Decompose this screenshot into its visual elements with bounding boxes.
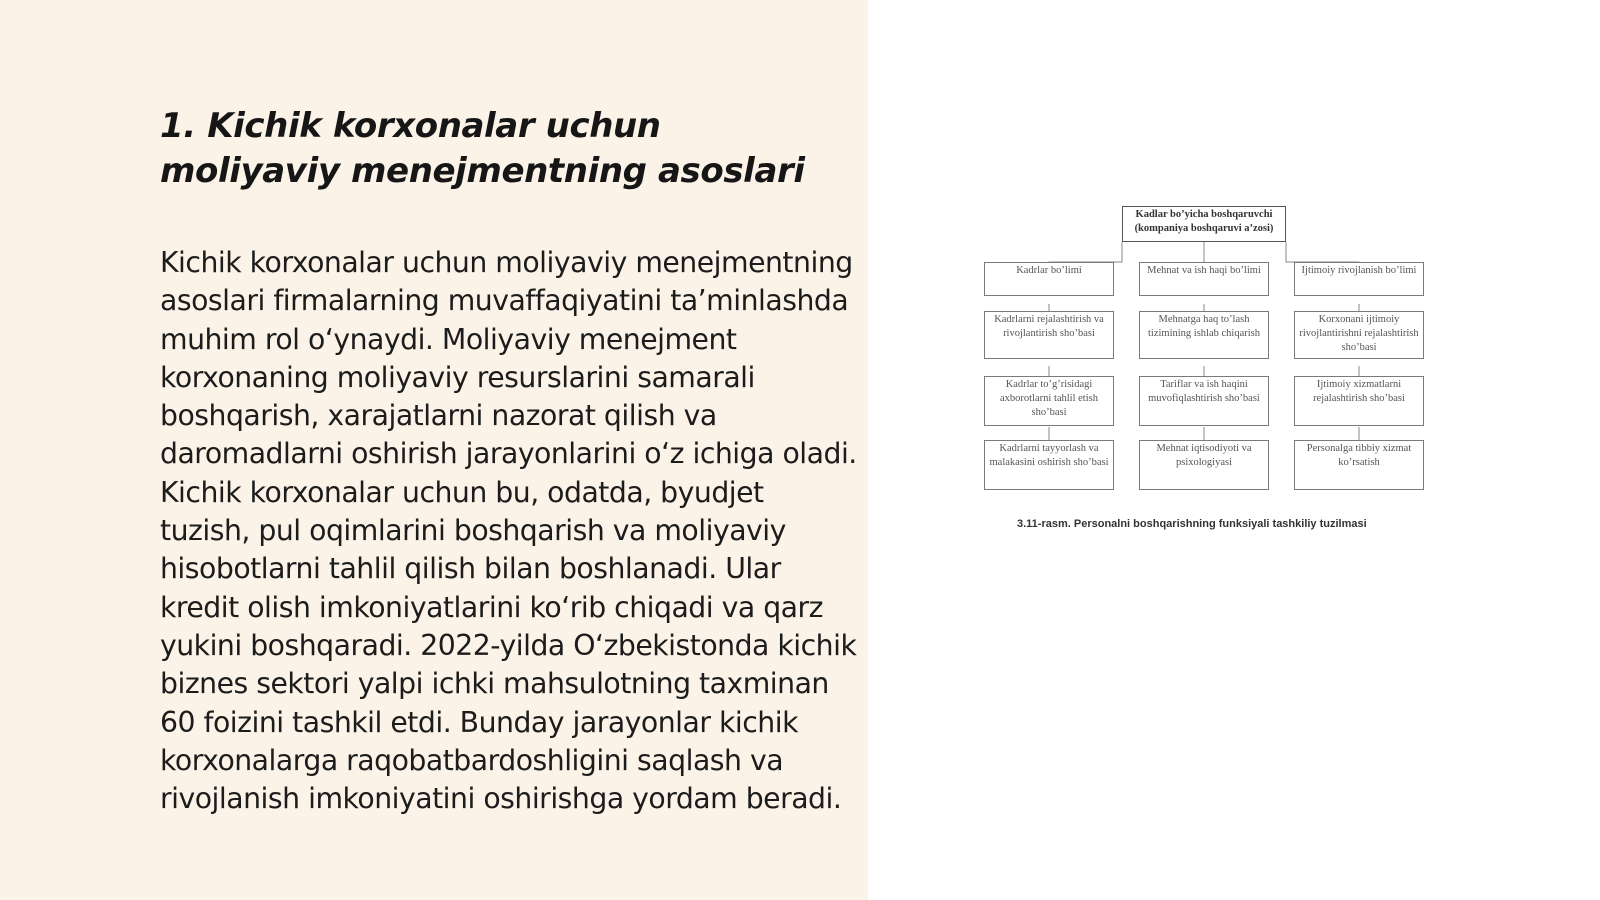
org-node-col1-item3: Kadrlarni tayyorlash va malakasini oshirish sho’basi: [984, 440, 1114, 490]
slide-body-text: Kichik korxonalar uchun moliyaviy menejmentning asoslari firmalarning muvaffaqiyatini ta’minlashda muhim rol o‘ynaydi. Moliyaviy menejment korxonaning moliyaviy resurslarini samarali boshqarish, xarajatlarni nazorat qilish va daromadlarni oshirish jarayonlarini o‘z ichiga oladi. Kichik korxonalar uchun bu, odatda, byudjet tuzish, pul oqimlarini boshqarish va moliyaviy hisobotlarni tahlil qilish bilan boshlanadi. Ular kredit olish imkoniyatlarini ko‘rib chiqadi va qarz yukini boshqaradi. 2022-yilda O‘zbekistonda kichik biznes sektori yalpi ichki mahsulotning taxminan 60 foizini tashkil etdi. Bunday jarayonlar kichik korxonalarga raqobatbardoshligini saqlash va rivojlanish imkoniyatini oshirishga yordam beradi.: [160, 246, 857, 816]
org-node-col1-head: Kadrlar bo’limi: [984, 262, 1114, 296]
org-node-col3-head: Ijtimoiy rivojlanish bo’limi: [1294, 262, 1424, 296]
org-node-col2-head: Mehnat va ish haqi bo’limi: [1139, 262, 1269, 296]
org-node-col2-item3: Mehnat iqtisodiyoti va psixologiyasi: [1139, 440, 1269, 490]
org-node-col1-item1: Kadrlarni rejalashtirish va rivojlantirish sho’basi: [984, 311, 1114, 359]
org-chart-figure: [974, 206, 1434, 556]
org-node-col2-item2: Tariflar va ish haqini muvofiqlashtirish sho’basi: [1139, 376, 1269, 426]
org-node-root: Kadlar bo’yicha boshqaruvchi (kompaniya boshqaruvi a’zosi): [1122, 206, 1286, 242]
org-node-col3-item1: Korxonani ijtimoiy rivojlantirishni rejalashtirish sho’basi: [1294, 311, 1424, 359]
org-node-col1-item2: Kadrlar to’g’risidagi axborotlarni tahlil etish sho’basi: [984, 376, 1114, 426]
org-node-col3-item2: Ijtimoiy xizmatlarni rejalashtirish sho’basi: [1294, 376, 1424, 426]
figure-caption: 3.11-rasm. Personalni boshqarishning funksiyali tashkiliy tuzilmasi: [1017, 518, 1367, 530]
org-node-col2-item1: Mehnatga haq to’lash tizimining ishlab chiqarish: [1139, 311, 1269, 359]
org-node-col3-item3: Personalga tibbiy xizmat ko’rsatish: [1294, 440, 1424, 490]
slide-title: 1. Kichik korxonalar uchun moliyaviy menejmentning asoslari: [160, 106, 805, 191]
